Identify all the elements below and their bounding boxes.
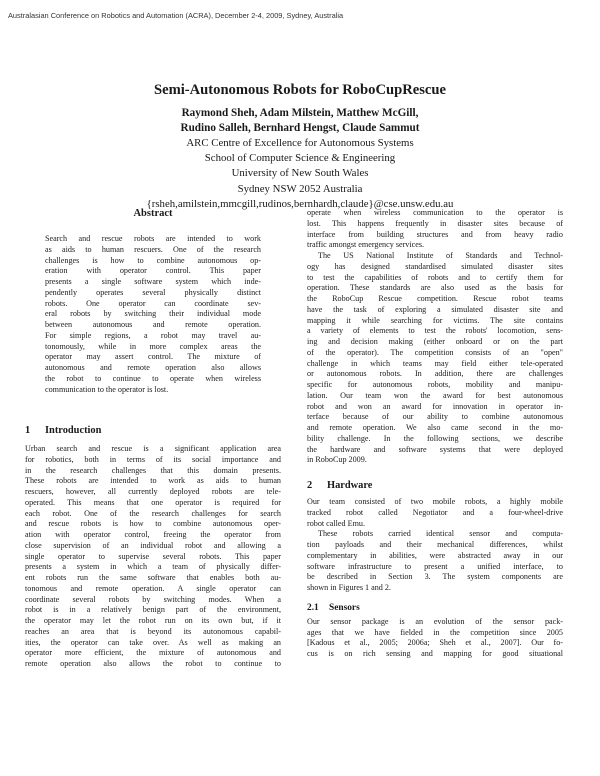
text-line: each robot. One of the research challenges for search bbox=[25, 508, 281, 518]
affiliation-line: School of Computer Science & Engineering bbox=[204, 152, 396, 165]
text-line: ation with operator control, freeing the operator from bbox=[25, 530, 281, 539]
text-line: lost. This happens frequently in disaster sites because of bbox=[307, 218, 563, 228]
text-line: robot and won an award for innovation in operator in- bbox=[307, 401, 563, 411]
text-line: the robot to continue to operate when wireless bbox=[45, 373, 261, 383]
section-heading: 1 Introduction bbox=[25, 425, 102, 436]
conference-header: Australasian Conference on Robotics and Automation (ACRA), December 2-4, 2009, Sydney, Australia bbox=[8, 11, 344, 20]
text-line: in the research challenges that this domain presents. bbox=[25, 465, 281, 475]
affiliation-line: ARC Centre of Excellence for Autonomous Systems bbox=[186, 137, 414, 149]
subsection-heading: 2.1 Sensors bbox=[307, 602, 360, 613]
text-line: shown in Figures 1 and 2. bbox=[307, 583, 391, 592]
text-line: single operator to supervise several robots. This paper bbox=[25, 551, 281, 561]
text-line: in RoboCup 2009. bbox=[307, 455, 367, 465]
text-line: cus is on rich sensing and mapping for good situational bbox=[307, 649, 563, 658]
text-line: have the task of exploring a simulated disaster site and bbox=[307, 304, 563, 314]
abstract-body bbox=[45, 234, 261, 395]
text-line: ages that we have fielded in the competition since 2005 bbox=[307, 627, 563, 637]
author-list bbox=[0, 106, 600, 136]
text-line: challenges is how to combine autonomous op- bbox=[45, 255, 261, 265]
text-line: eral robots by switching their individual mode bbox=[45, 309, 261, 319]
affiliation-block bbox=[0, 136, 600, 212]
text-line: ogy has designed standardised simulated disaster sites bbox=[307, 261, 563, 271]
section-introduction bbox=[25, 424, 281, 670]
text-line: mapping it while searching for victims. The site contains bbox=[307, 315, 563, 325]
text-line: robot called Emu. bbox=[307, 518, 365, 528]
text-line: lation. Our team won the award for best autonomous bbox=[307, 390, 563, 400]
text-line: robots. One operator can coordinate sev- bbox=[45, 298, 261, 308]
paper-title: Semi-Autonomous Robots for RoboCupRescue bbox=[153, 82, 447, 98]
text-line: These robots are intended to work as aids to human bbox=[25, 476, 281, 486]
text-line: operator may assert control. The mixture of bbox=[45, 352, 261, 362]
text-line: tion payloads and their mechanical differences, whilst bbox=[307, 540, 563, 549]
text-line: complementary in abilities, were abstracted away in our bbox=[307, 550, 563, 560]
text-line: ent robots run the same software that enables both au- bbox=[25, 573, 281, 582]
text-line: coordinate several robots by switching modes. When a bbox=[25, 594, 281, 604]
author-line: Raymond Sheh, Adam Milstein, Matthew McGill, bbox=[181, 107, 419, 119]
text-line: a variety of elements to test the robots' locomotion, sens- bbox=[307, 326, 563, 336]
text-line: pendently operates several physically distinct bbox=[45, 287, 261, 297]
text-line: Search and rescue robots are intended to work bbox=[45, 234, 261, 243]
text-line: tracked robot called Negotiator and a four-wheel-drive bbox=[307, 507, 563, 517]
text-line: reaches an area that is beyond its autonomous capabil- bbox=[25, 626, 281, 636]
text-line: Urban search and rescue is a significant application area bbox=[25, 444, 281, 453]
affiliation-line: Sydney NSW 2052 Australia bbox=[237, 182, 363, 195]
text-line: the hardware and software systems that were deployed bbox=[307, 444, 563, 454]
author-line: Rudino Salleh, Bernhard Hengst, Claude Sammut bbox=[180, 122, 420, 134]
text-line: autonomous and remote operation also allows bbox=[45, 363, 261, 372]
text-line: and rescue robots is how to combine autonomous oper- bbox=[25, 519, 281, 529]
text-line: These robots carried identical sensor and computa- bbox=[318, 529, 563, 539]
text-line: specific for autonomous robots, mobility and manipu- bbox=[307, 380, 563, 389]
text-line: be described in Section 3. The system components are bbox=[307, 572, 563, 582]
text-line: ing and decision making (either onboard or on the part bbox=[307, 337, 563, 346]
text-line: between autonomous and remote operation. bbox=[45, 320, 261, 329]
text-line: presents a system in which a team of physically differ- bbox=[25, 562, 281, 572]
author-emails: {rsheh,amilstein,mmcgill,rudinos,bernhardh,claude}@cse.unsw.edu.au bbox=[146, 197, 454, 210]
text-line: [Kadous et al., 2005; 2006a; Sheh et al., 2007]. Our fo- bbox=[307, 638, 563, 648]
text-line: Our team consisted of two mobile robots, a highly mobile bbox=[307, 497, 563, 506]
text-line: The US National Institute of Standards and Technol- bbox=[318, 251, 563, 260]
text-line: the operator may let the robot run on its own but, if it bbox=[25, 616, 281, 625]
text-line: remote operation also allows the robot to continue to bbox=[25, 659, 281, 668]
text-line: operated. This means that one operator is required for bbox=[25, 497, 281, 507]
text-line: interface from building structures and from heavy radio bbox=[307, 229, 563, 239]
text-line: challenge in which teams may field either tele-operated bbox=[307, 358, 563, 368]
text-line: to test the capabilities of robots and to certify them for bbox=[307, 272, 563, 282]
text-line: For simple regions, a robot may travel au- bbox=[45, 330, 261, 340]
text-line: as aids to human rescuers. One of the research bbox=[45, 244, 261, 254]
text-line: ities, the operator can take over. As well as making an bbox=[25, 637, 281, 647]
text-line: of the operator). The competition consists of an "open" bbox=[307, 347, 563, 357]
text-line: operation. These standards are also used as the basis for bbox=[307, 283, 563, 293]
text-line: software infrastructure to present a unified interface, to bbox=[307, 561, 563, 571]
section-heading: 2 Hardware bbox=[307, 480, 373, 491]
text-line: robot is in a relatively benign part of the environment, bbox=[25, 605, 281, 615]
text-line: tonomous and remote operation. A single operator can bbox=[25, 583, 281, 593]
text-line: bility challenge. In the following sections, we describe bbox=[307, 433, 563, 443]
text-line: communication to the operator is lost. bbox=[45, 384, 169, 394]
right-column bbox=[307, 208, 563, 660]
text-line: the RoboCup Rescue competition. Rescue robot teams bbox=[307, 294, 563, 303]
text-line: presents a single software system which inde- bbox=[45, 277, 261, 286]
text-line: and remote operation. We also came second in the mo- bbox=[307, 423, 563, 432]
text-line: terface because of our ability to combine autonomous bbox=[307, 412, 563, 422]
text-line: operate when wireless communication to the operator is bbox=[307, 208, 563, 217]
text-line: close supervision of an individual robot and allowing a bbox=[25, 540, 281, 550]
text-line: rescuers, however, all currently deployed robots are tele- bbox=[25, 487, 281, 496]
text-line: Our sensor package is an evolution of the sensor pack- bbox=[307, 616, 563, 626]
text-line: tonomously, while in more complex areas the bbox=[45, 341, 261, 351]
text-line: operator more efficient, the mixture of autonomous and bbox=[25, 648, 281, 658]
abstract-heading: Abstract bbox=[133, 208, 173, 219]
text-line: or autonomous robots. In addition, there are challenges bbox=[307, 369, 563, 379]
text-line: traffic amongst emergency services. bbox=[307, 240, 425, 250]
text-line: for robotics, both in terms of its social importance and bbox=[25, 454, 281, 464]
affiliation-line: University of New South Wales bbox=[231, 167, 369, 180]
text-line: eration with operator control. This paper bbox=[45, 266, 261, 276]
